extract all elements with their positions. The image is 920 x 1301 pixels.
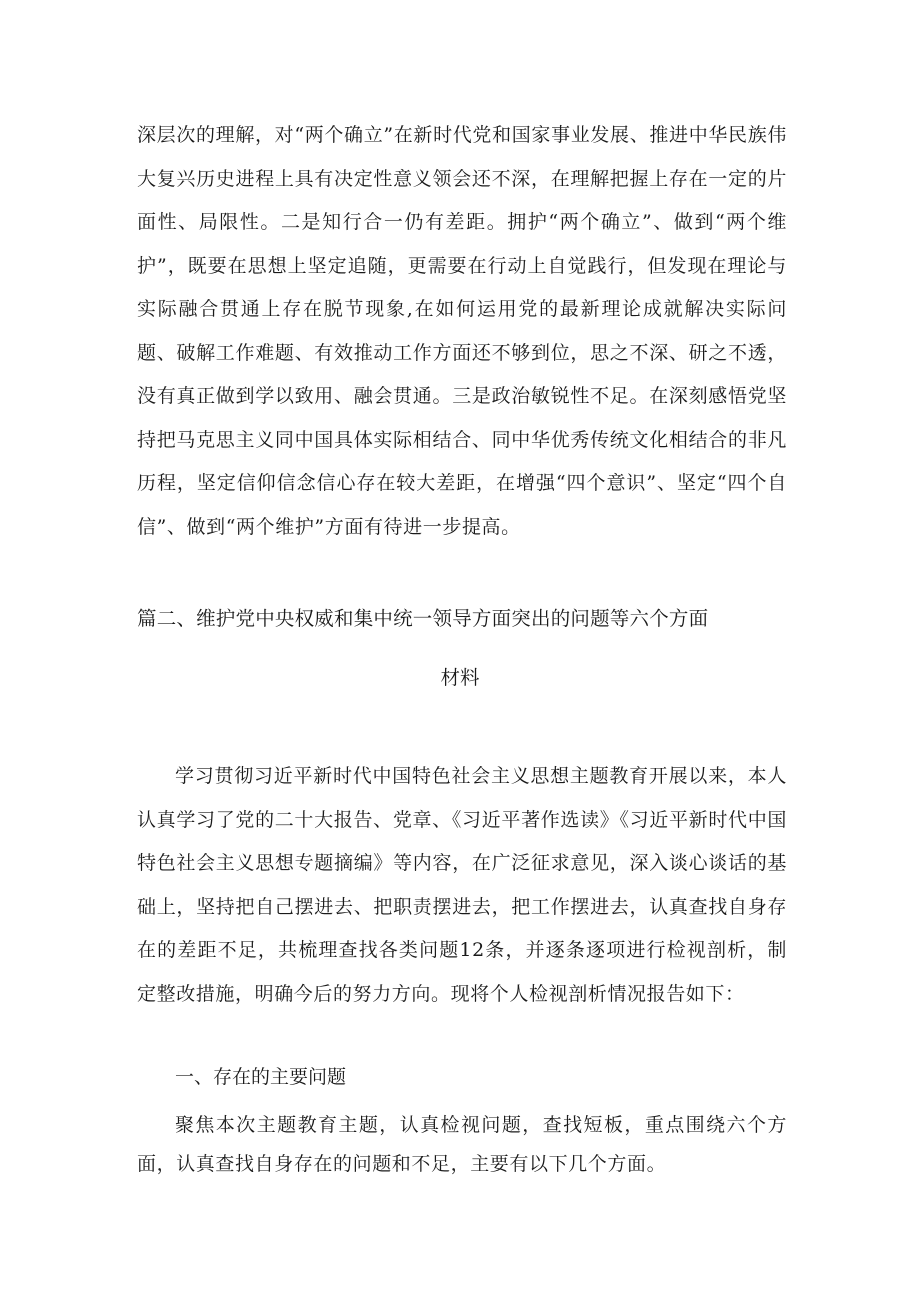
paragraph-continuation: 深层次的理解，对“两个确立”在新时代党和国家事业发展、推进中华民族伟大复兴历史进程上具有决定性意义领会还不深，在理解把握上存在一定的片面性、局限性。二是知行合一仍有差距。拥护“两个确立”、做到“两个维护”，既要在思想上坚定追随，更需要在行动上自觉践行，但发现在理论与实际融合贯通上存在脱节现象,在如何运用党的最新理论成就解决实际问题、破解工作难题、有效推动工作方面还不够到位，思之不深、研之不透，没有真正做到学以致用、融会贯通。三是政治敏锐性不足。在深刻感悟党坚持把马克思主义同中国具体实际相结合、同中华优秀传统文化相结合的非凡历程，坚定信仰信念信心存在较大差距，在增强“四个意识”、坚定“四个自信”、做到“两个维护”方面有待进一步提高。 bbox=[137, 124, 787, 538]
document-title-line-2: 材料 bbox=[440, 666, 480, 689]
section-heading: 一、存在的主要问题 bbox=[175, 1066, 347, 1088]
paragraph-intro: 学习贯彻习近平新时代中国特色社会主义思想主题教育开展以来，本人认真学习了党的二十大报告、党章、《习近平著作选读》《习近平新时代中国特色社会主义思想专题摘编》等内容，在广泛征求意见，深入谈心谈话的基础上，坚持把自己摆进去、把职责摆进去，把工作摆进去，认真查找自身存在的差距不足，共梳理查找各类问题12条，并逐条逐项进行检视剖析，制定整改措施，明确今后的努力方向。现将个人检视剖析情况报告如下： bbox=[137, 765, 787, 1005]
paragraph-focus: 聚焦本次主题教育主题，认真检视问题，查找短板，重点围绕六个方面，认真查找自身存在的问题和不足，主要有以下几个方面。 bbox=[137, 1114, 787, 1175]
document-title-line-1: 篇二、维护党中央权威和集中统一领导方面突出的问题等六个方面 bbox=[137, 607, 709, 630]
